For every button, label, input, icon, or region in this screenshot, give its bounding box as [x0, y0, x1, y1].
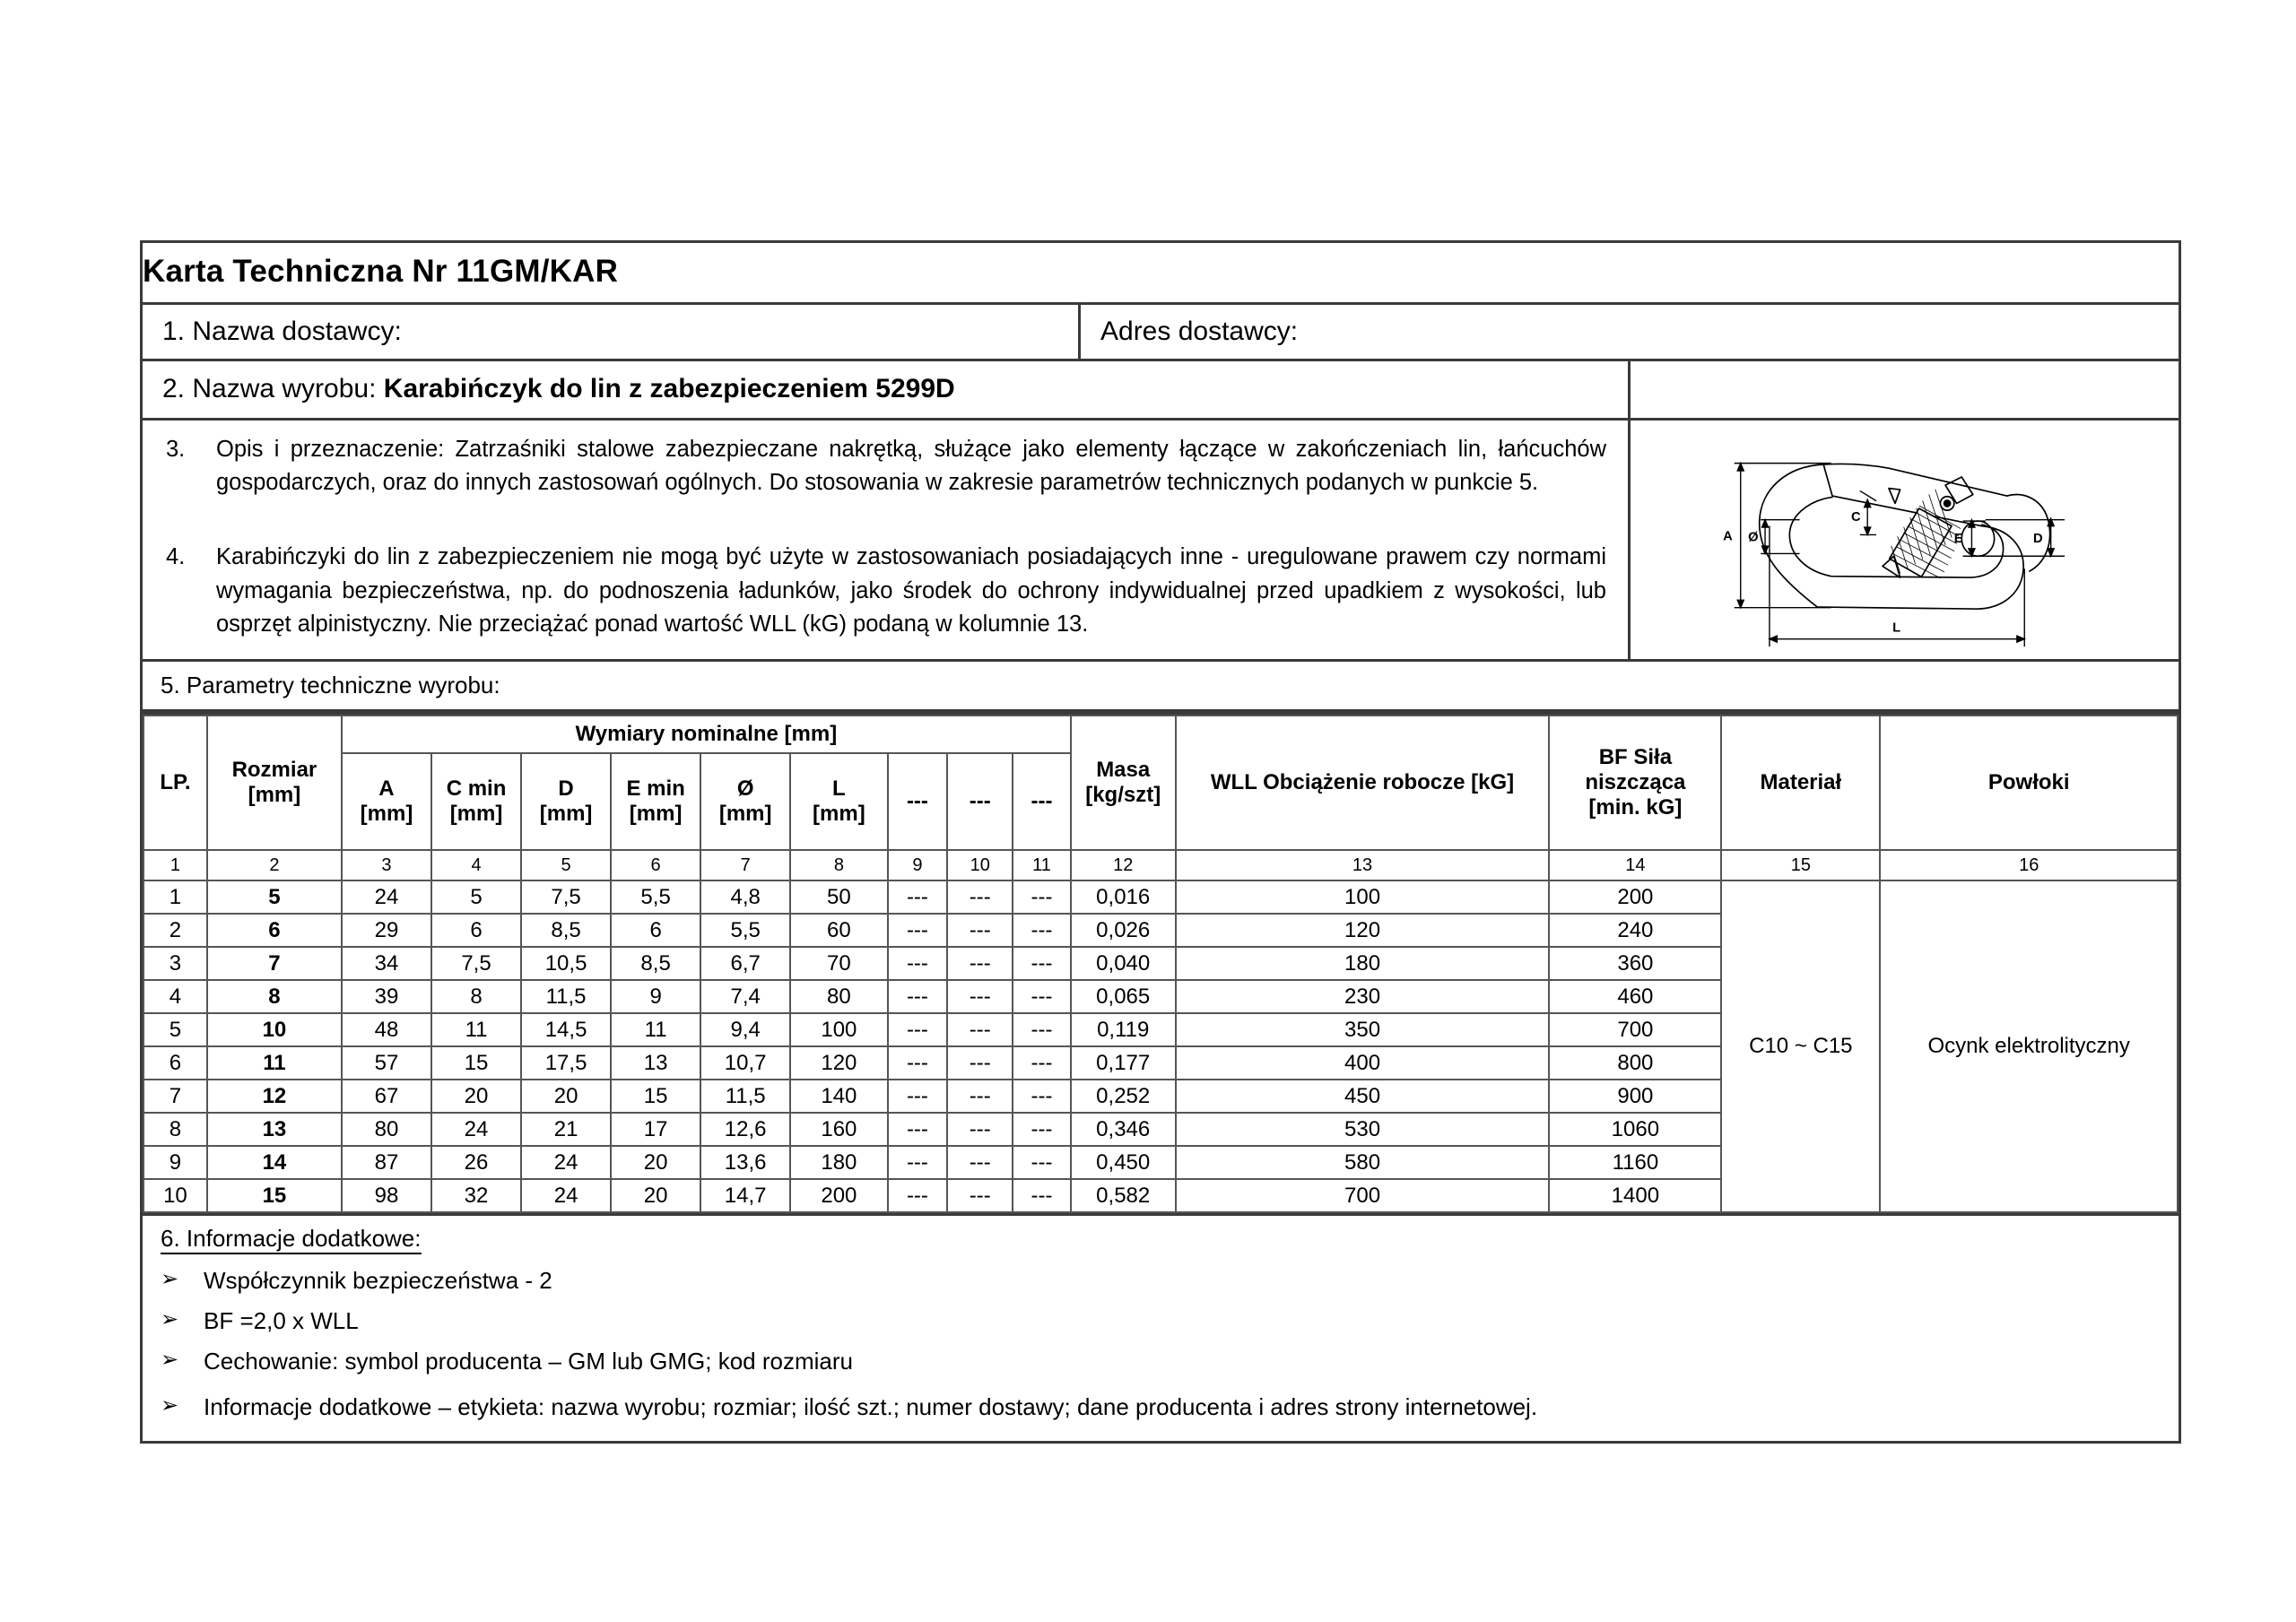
cell-rozmiar: 11 [207, 1046, 342, 1080]
cell-c11: --- [1013, 880, 1071, 914]
technical-datasheet [140, 240, 2181, 1444]
cell-c9: --- [888, 914, 948, 947]
cell-material: C10 ~ C15 [1721, 880, 1880, 1212]
cell-a: 24 [342, 880, 431, 914]
paragraph-3-number: 3. [166, 437, 186, 462]
cell-emin: 5,5 [611, 880, 700, 914]
cell-wll: 180 [1176, 947, 1550, 980]
cell-c9: --- [888, 947, 948, 980]
product-name-row [143, 361, 2179, 421]
cell-rozmiar: 14 [207, 1146, 342, 1179]
cell-l: 70 [790, 947, 887, 980]
th-bf-line1: BF Siła [1598, 745, 1673, 770]
cell-l: 200 [790, 1179, 887, 1212]
dim-label-diameter: Ø [1748, 530, 1759, 545]
cell-emin: 15 [611, 1080, 700, 1113]
cell-cmin: 7,5 [431, 947, 521, 980]
description-block [143, 421, 1631, 659]
cell-bf: 460 [1549, 980, 1721, 1013]
cell-rozmiar: 5 [207, 880, 342, 914]
paragraph-4-text: Karabińczyki do lin z zabezpieczeniem nie mogą być użyte w zastosowaniach posiadających inne - uregulowane prawem czy normami wymagania bezpieczeństwa, np. do podnoszenia ładunków, jako środek do ochrony indywidualnej przed upadkiem z wysokości, lub osprzęt alpinistyczny. Nie przeciążać ponad wartość WLL (kG) podaną w kolumnie 13. [216, 544, 1606, 637]
cell-c9: --- [888, 1080, 948, 1113]
th-masa [1071, 716, 1176, 850]
cell-c9: --- [888, 1113, 948, 1146]
cell-dia: 9,4 [700, 1013, 790, 1046]
th-emin [611, 753, 700, 850]
cell-lp: 10 [144, 1179, 207, 1212]
cell-c10: --- [947, 1013, 1013, 1046]
th-rozmiar-line1: Rozmiar [231, 758, 317, 783]
th-a-line2: [mm] [360, 802, 413, 827]
drawing-cell [1631, 421, 2179, 659]
bullet-arrow-icon: ➢ [161, 1392, 179, 1418]
supplier-row [143, 305, 2179, 361]
note-item [161, 1393, 2179, 1421]
cell-c11: --- [1013, 1179, 1071, 1212]
cell-masa: 0,119 [1071, 1013, 1176, 1046]
cell-a: 80 [342, 1113, 431, 1146]
cell-emin: 6 [611, 914, 700, 947]
cell-l: 120 [790, 1046, 887, 1080]
cell-cmin: 5 [431, 880, 521, 914]
cell-l: 180 [790, 1146, 887, 1179]
cell-bf: 1060 [1549, 1113, 1721, 1146]
description-and-drawing [143, 421, 2179, 662]
notes-list [161, 1267, 2179, 1421]
th-l-line1: L [832, 776, 846, 802]
cell-c10: --- [947, 1113, 1013, 1146]
th-rozmiar-line2: [mm] [248, 783, 301, 808]
cell-c11: --- [1013, 1013, 1071, 1046]
th-bf-line3: [min. kG] [1588, 795, 1683, 820]
section-6-label: 6. Informacje dodatkowe: [161, 1225, 422, 1254]
note-item [161, 1307, 2179, 1335]
cell-cmin: 11 [431, 1013, 521, 1046]
cell-cmin: 32 [431, 1179, 521, 1212]
product-name-value: Karabińczyk do lin z zabezpieczeniem 5299D [383, 374, 955, 403]
colnum-14: 14 [1549, 850, 1721, 880]
cell-rozmiar: 10 [207, 1013, 342, 1046]
th-a-line1: A [378, 776, 395, 802]
cell-lp: 3 [144, 947, 207, 980]
cell-a: 98 [342, 1179, 431, 1212]
cell-c10: --- [947, 880, 1013, 914]
table-header-row-1 [144, 716, 2178, 753]
cell-masa: 0,026 [1071, 914, 1176, 947]
note-text: Cechowanie: symbol producenta – GM lub GMG; kod rozmiaru [204, 1348, 853, 1375]
cell-dia: 11,5 [700, 1080, 790, 1113]
cell-c10: --- [947, 980, 1013, 1013]
cell-coating: Ocynk elektrolityczny [1880, 880, 2178, 1212]
th-l [790, 753, 887, 850]
cell-dia: 5,5 [700, 914, 790, 947]
cell-bf: 800 [1549, 1046, 1721, 1080]
cell-d: 10,5 [521, 947, 611, 980]
cell-wll: 100 [1176, 880, 1550, 914]
cell-c11: --- [1013, 1046, 1071, 1080]
cell-lp: 9 [144, 1146, 207, 1179]
cell-a: 39 [342, 980, 431, 1013]
colnum-11: 11 [1013, 850, 1071, 880]
cell-c9: --- [888, 1146, 948, 1179]
th-masa-line2: [kg/szt] [1085, 783, 1161, 808]
th-powloki: Powłoki [1880, 716, 2178, 850]
parameters-table-wrapper [143, 712, 2179, 1216]
colnum-8: 8 [790, 850, 887, 880]
paragraph-4 [162, 541, 1606, 641]
cell-a: 57 [342, 1046, 431, 1080]
th-diameter-line1: Ø [736, 776, 754, 802]
th-bf [1549, 716, 1721, 850]
th-cmin-line1: C min [446, 776, 507, 802]
bullet-arrow-icon: ➢ [161, 1266, 179, 1292]
colnum-15: 15 [1721, 850, 1880, 880]
cell-masa: 0,065 [1071, 980, 1176, 1013]
cell-emin: 9 [611, 980, 700, 1013]
cell-wll: 120 [1176, 914, 1550, 947]
cell-c9: --- [888, 1179, 948, 1212]
document-title: Karta Techniczna Nr 11GM/KAR [143, 243, 2179, 305]
colnum-3: 3 [342, 850, 431, 880]
cell-bf: 360 [1549, 947, 1721, 980]
th-diameter [700, 753, 790, 850]
cell-d: 17,5 [521, 1046, 611, 1080]
cell-rozmiar: 7 [207, 947, 342, 980]
cell-emin: 17 [611, 1113, 700, 1146]
carabiner-technical-drawing [1631, 421, 2179, 659]
colnum-4: 4 [431, 850, 521, 880]
note-text: Współczynnik bezpieczeństwa - 2 [204, 1267, 552, 1295]
cell-lp: 8 [144, 1113, 207, 1146]
cell-wll: 450 [1176, 1080, 1550, 1113]
th-emin-line1: E min [626, 776, 685, 802]
th-emin-line2: [mm] [629, 802, 683, 827]
th-d [521, 753, 611, 850]
colnum-5: 5 [521, 850, 611, 880]
cell-d: 8,5 [521, 914, 611, 947]
cell-d: 21 [521, 1113, 611, 1146]
cell-wll: 400 [1176, 1046, 1550, 1080]
cell-bf: 900 [1549, 1080, 1721, 1113]
dim-label-D: D [2033, 531, 2043, 546]
cell-rozmiar: 15 [207, 1179, 342, 1212]
th-a [342, 753, 431, 850]
colnum-16: 16 [1880, 850, 2178, 880]
cell-c10: --- [947, 1046, 1013, 1080]
colnum-1: 1 [144, 850, 207, 880]
cell-wll: 350 [1176, 1013, 1550, 1046]
cell-c11: --- [1013, 914, 1071, 947]
cell-rozmiar: 12 [207, 1080, 342, 1113]
cell-wll: 580 [1176, 1146, 1550, 1179]
note-item [161, 1267, 2179, 1295]
th-cmin-line2: [mm] [449, 802, 503, 827]
supplier-name-label: 1. Nazwa dostawcy: [143, 305, 1081, 359]
cell-rozmiar: 13 [207, 1113, 342, 1146]
product-row-spacer [1631, 361, 2179, 418]
table-body [144, 880, 2178, 1212]
cell-a: 87 [342, 1146, 431, 1179]
cell-c11: --- [1013, 980, 1071, 1013]
dim-label-C: C [1850, 510, 1861, 525]
th-masa-line1: Masa [1096, 758, 1151, 783]
cell-masa: 0,016 [1071, 880, 1176, 914]
section-6-block [143, 1216, 2179, 1441]
product-name-cell [143, 361, 1631, 418]
cell-c11: --- [1013, 1146, 1071, 1179]
cell-lp: 1 [144, 880, 207, 914]
cell-d: 24 [521, 1146, 611, 1179]
colnum-9: 9 [888, 850, 948, 880]
paragraph-4-number: 4. [166, 544, 186, 570]
cell-dia: 10,7 [700, 1046, 790, 1080]
cell-wll: 530 [1176, 1113, 1550, 1146]
product-label: 2. Nazwa wyrobu: [162, 374, 377, 403]
th-group-dimensions: Wymiary nominalne [mm] [342, 716, 1071, 753]
th-blank-11: --- [1013, 753, 1071, 850]
cell-cmin: 26 [431, 1146, 521, 1179]
cell-lp: 7 [144, 1080, 207, 1113]
cell-masa: 0,450 [1071, 1146, 1176, 1179]
colnum-10: 10 [947, 850, 1013, 880]
cell-d: 20 [521, 1080, 611, 1113]
cell-dia: 7,4 [700, 980, 790, 1013]
cell-cmin: 24 [431, 1113, 521, 1146]
cell-emin: 20 [611, 1179, 700, 1212]
cell-cmin: 20 [431, 1080, 521, 1113]
th-rozmiar [207, 716, 342, 850]
dim-label-L: L [1892, 620, 1901, 636]
cell-l: 60 [790, 914, 887, 947]
bullet-arrow-icon: ➢ [161, 1306, 179, 1332]
cell-c11: --- [1013, 1113, 1071, 1146]
cell-a: 67 [342, 1080, 431, 1113]
cell-d: 11,5 [521, 980, 611, 1013]
th-lp: LP. [144, 716, 207, 850]
cell-cmin: 15 [431, 1046, 521, 1080]
th-cmin [431, 753, 521, 850]
cell-masa: 0,040 [1071, 947, 1176, 980]
th-l-line2: [mm] [813, 802, 865, 827]
cell-c10: --- [947, 1146, 1013, 1179]
th-d-line2: [mm] [539, 802, 593, 827]
cell-cmin: 8 [431, 980, 521, 1013]
th-wll: WLL Obciążenie robocze [kG] [1176, 716, 1550, 850]
parameters-table [143, 715, 2179, 1213]
cell-d: 7,5 [521, 880, 611, 914]
colnum-7: 7 [700, 850, 790, 880]
th-material: Materiał [1721, 716, 1880, 850]
cell-masa: 0,346 [1071, 1113, 1176, 1146]
cell-dia: 12,6 [700, 1113, 790, 1146]
cell-rozmiar: 6 [207, 914, 342, 947]
cell-l: 100 [790, 1013, 887, 1046]
section-5-label: 5. Parametry techniczne wyrobu: [143, 662, 2179, 712]
cell-a: 48 [342, 1013, 431, 1046]
cell-dia: 6,7 [700, 947, 790, 980]
cell-c9: --- [888, 1013, 948, 1046]
cell-emin: 11 [611, 1013, 700, 1046]
cell-lp: 5 [144, 1013, 207, 1046]
bullet-arrow-icon: ➢ [161, 1347, 179, 1373]
cell-bf: 200 [1549, 880, 1721, 914]
dim-label-A: A [1723, 529, 1733, 544]
cell-emin: 13 [611, 1046, 700, 1080]
cell-a: 29 [342, 914, 431, 947]
cell-dia: 4,8 [700, 880, 790, 914]
cell-c11: --- [1013, 1080, 1071, 1113]
cell-masa: 0,252 [1071, 1080, 1176, 1113]
note-item [161, 1348, 2179, 1375]
cell-c10: --- [947, 1080, 1013, 1113]
cell-d: 14,5 [521, 1013, 611, 1046]
table-column-number-row [144, 850, 2178, 880]
cell-d: 24 [521, 1179, 611, 1212]
supplier-address-label: Adres dostawcy: [1100, 317, 1299, 346]
cell-c10: --- [947, 914, 1013, 947]
note-text: BF =2,0 x WLL [204, 1307, 359, 1335]
cell-l: 80 [790, 980, 887, 1013]
cell-masa: 0,177 [1071, 1046, 1176, 1080]
cell-c9: --- [888, 1046, 948, 1080]
cell-rozmiar: 8 [207, 980, 342, 1013]
cell-c10: --- [947, 947, 1013, 980]
th-diameter-line2: [mm] [718, 802, 772, 827]
cell-cmin: 6 [431, 914, 521, 947]
cell-bf: 1160 [1549, 1146, 1721, 1179]
cell-wll: 700 [1176, 1179, 1550, 1212]
cell-wll: 230 [1176, 980, 1550, 1013]
cell-emin: 20 [611, 1146, 700, 1179]
th-blank-10: --- [947, 753, 1013, 850]
paragraph-3 [162, 433, 1606, 499]
table-row [144, 880, 2178, 914]
colnum-13: 13 [1176, 850, 1550, 880]
cell-lp: 6 [144, 1046, 207, 1080]
cell-c9: --- [888, 980, 948, 1013]
colnum-2: 2 [207, 850, 342, 880]
dim-label-E: E [1953, 531, 1963, 546]
cell-l: 50 [790, 880, 887, 914]
cell-c9: --- [888, 880, 948, 914]
cell-dia: 13,6 [700, 1146, 790, 1179]
cell-bf: 240 [1549, 914, 1721, 947]
cell-l: 160 [790, 1113, 887, 1146]
cell-dia: 14,7 [700, 1179, 790, 1212]
cell-bf: 1400 [1549, 1179, 1721, 1212]
cell-bf: 700 [1549, 1013, 1721, 1046]
cell-a: 34 [342, 947, 431, 980]
th-bf-line2: niszcząca [1585, 770, 1686, 795]
note-text: Informacje dodatkowe – etykieta: nazwa wyrobu; rozmiar; ilość szt.; numer dostawy; dane producenta i adres strony internetowej. [204, 1393, 1538, 1421]
cell-lp: 4 [144, 980, 207, 1013]
cell-lp: 2 [144, 914, 207, 947]
cell-c11: --- [1013, 947, 1071, 980]
th-d-line1: D [558, 776, 574, 802]
colnum-6: 6 [611, 850, 700, 880]
paragraph-3-text: Opis i przeznaczenie: Zatrzaśniki stalowe zabezpieczane nakrętką, służące jako elementy łączące w zakończeniach lin, łańcuchów gospodarczych, oraz do innych zastosowań ogólnych. Do stosowania w zakresie parametrów technicznych podanych w punkcie 5. [216, 437, 1606, 496]
cell-l: 140 [790, 1080, 887, 1113]
cell-emin: 8,5 [611, 947, 700, 980]
th-blank-9: --- [888, 753, 948, 850]
cell-c10: --- [947, 1179, 1013, 1212]
cell-masa: 0,582 [1071, 1179, 1176, 1212]
colnum-12: 12 [1071, 850, 1176, 880]
